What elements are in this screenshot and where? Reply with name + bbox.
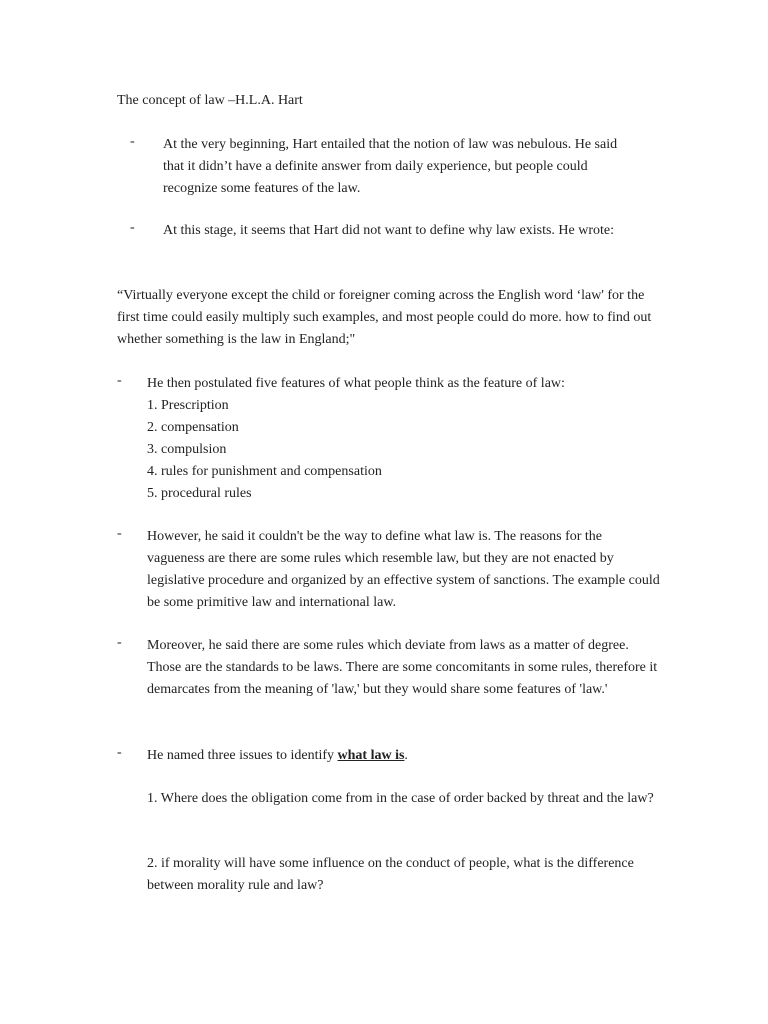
emphasis-text: what law is <box>337 748 405 763</box>
bullet-text: However, he said it couldn't be the way to define what law is. The reasons for the vagueness are there are some rules which resemble law, but they are not enacted by legislative procedure and organized by an effective system of sanctions. The example could be some primitive law and international law. <box>147 529 660 610</box>
bullet-item <box>117 745 662 767</box>
bullet-item <box>130 134 630 200</box>
features-list <box>147 395 565 505</box>
bullet-item <box>117 635 662 701</box>
bullet-text: Moreover, he said there are some rules which deviate from laws as a matter of degree. Those are the standards to be laws. There are some concomitants in some rules, therefore it demarcates from the meaning of 'law,' but they would share some features of 'law.' <box>147 638 658 697</box>
bullet-body <box>147 373 565 505</box>
question-item: 1. Where does the obligation come from in the case of order backed by threat and the law? <box>147 791 654 806</box>
bullet-text <box>147 745 408 767</box>
list-item: 5. procedural rules <box>147 486 252 501</box>
bullet-text-suffix: . <box>404 748 408 763</box>
list-item: 3. compulsion <box>147 442 227 457</box>
list-item: 2. compensation <box>147 420 239 435</box>
bullet-dash: - <box>117 373 122 388</box>
bullet-dash: - <box>130 134 135 149</box>
bullet-item <box>117 373 657 505</box>
bullet-dash: - <box>130 220 135 235</box>
bullet-text: At this stage, it seems that Hart did not want to define why law exists. He wrote: <box>163 223 615 238</box>
bullet-text: At the very beginning, Hart entailed that the notion of law was nebulous. He said that it didn’t have a definite answer from daily experience, but people could recognize some features of the law. <box>163 137 618 196</box>
bullet-dash: - <box>117 745 122 760</box>
bullet-dash: - <box>117 635 122 650</box>
bullet-dash: - <box>117 526 122 541</box>
list-item: 4. rules for punishment and compensation <box>147 464 382 479</box>
document-title: The concept of law –H.L.A. Hart <box>117 93 303 108</box>
bullet-item <box>130 220 630 242</box>
bullet-text: He then postulated five features of what people think as the feature of law: <box>147 376 565 391</box>
bullet-item <box>117 526 662 614</box>
list-item: 1. Prescription <box>147 398 229 413</box>
bullet-text-prefix: He named three issues to identify <box>147 748 338 763</box>
quote-paragraph: “Virtually everyone except the child or foreigner coming across the English word ‘law' for the first time could easily multiply such examples, and most people could do more. how to find out whether something is the law in England;" <box>117 288 652 347</box>
question-item: 2. if morality will have some influence on the conduct of people, what is the difference between morality rule and law? <box>147 856 634 893</box>
